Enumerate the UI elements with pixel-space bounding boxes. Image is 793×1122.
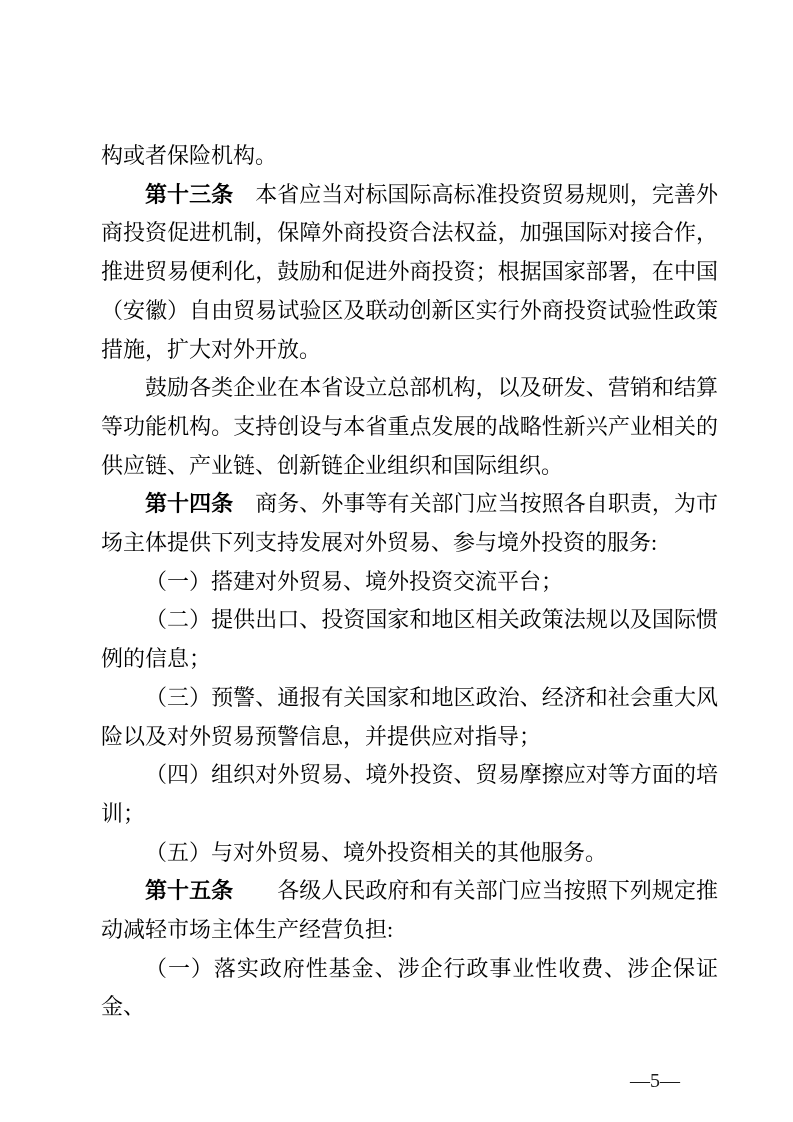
article-paragraph: 第十四条 商务、外事等有关部门应当按照各自职责，为市场主体提供下列支持发展对外贸易、参与境外投资的服务: [101, 491, 718, 556]
body-paragraph: （一）搭建对外贸易、境外投资交流平台； [145, 568, 564, 594]
page-number: —5— [630, 1070, 680, 1092]
article-number: 第十五条 [145, 878, 234, 904]
document-body [101, 137, 718, 1027]
article-paragraph: 第十三条 本省应当对标国际高标准投资贸易规则，完善外商投资促进机制，保障外商投资合法权益，加强国际对接合作，推进贸易便利化，鼓励和促进外商投资；根据国家部署，在中国（安徽）自由贸易试验区及联动创新区实行外商投资试验性政策措施，扩大对外开放。 [101, 181, 718, 362]
article-number: 第十三条 [145, 181, 234, 207]
body-paragraph: 鼓励各类企业在本省设立总部机构，以及研发、营销和结算等功能机构。支持创设与本省重点发展的战略性新兴产业相关的供应链、产业链、创新链企业组织和国际组织。 [101, 375, 718, 478]
article-paragraph: 第十五条 各级人民政府和有关部门应当按照下列规定推动减轻市场主体生产经营负担: [101, 878, 718, 943]
body-paragraph: （四）组织对外贸易、境外投资、贸易摩擦应对等方面的培训； [101, 762, 718, 826]
article-number: 第十四条 [145, 491, 234, 517]
body-paragraph: （二）提供出口、投资国家和地区相关政策法规以及国际惯例的信息； [101, 607, 718, 672]
body-paragraph: 构或者保险机构。 [101, 143, 278, 168]
body-paragraph: （三）预警、通报有关国家和地区政治、经济和社会重大风险以及对外贸易预警信息，并提供应对指导； [101, 684, 718, 749]
body-paragraph: （一）落实政府性基金、涉企行政事业性收费、涉企保证金、 [101, 955, 718, 1020]
body-paragraph: （五）与对外贸易、境外投资相关的其他服务。 [145, 839, 608, 865]
